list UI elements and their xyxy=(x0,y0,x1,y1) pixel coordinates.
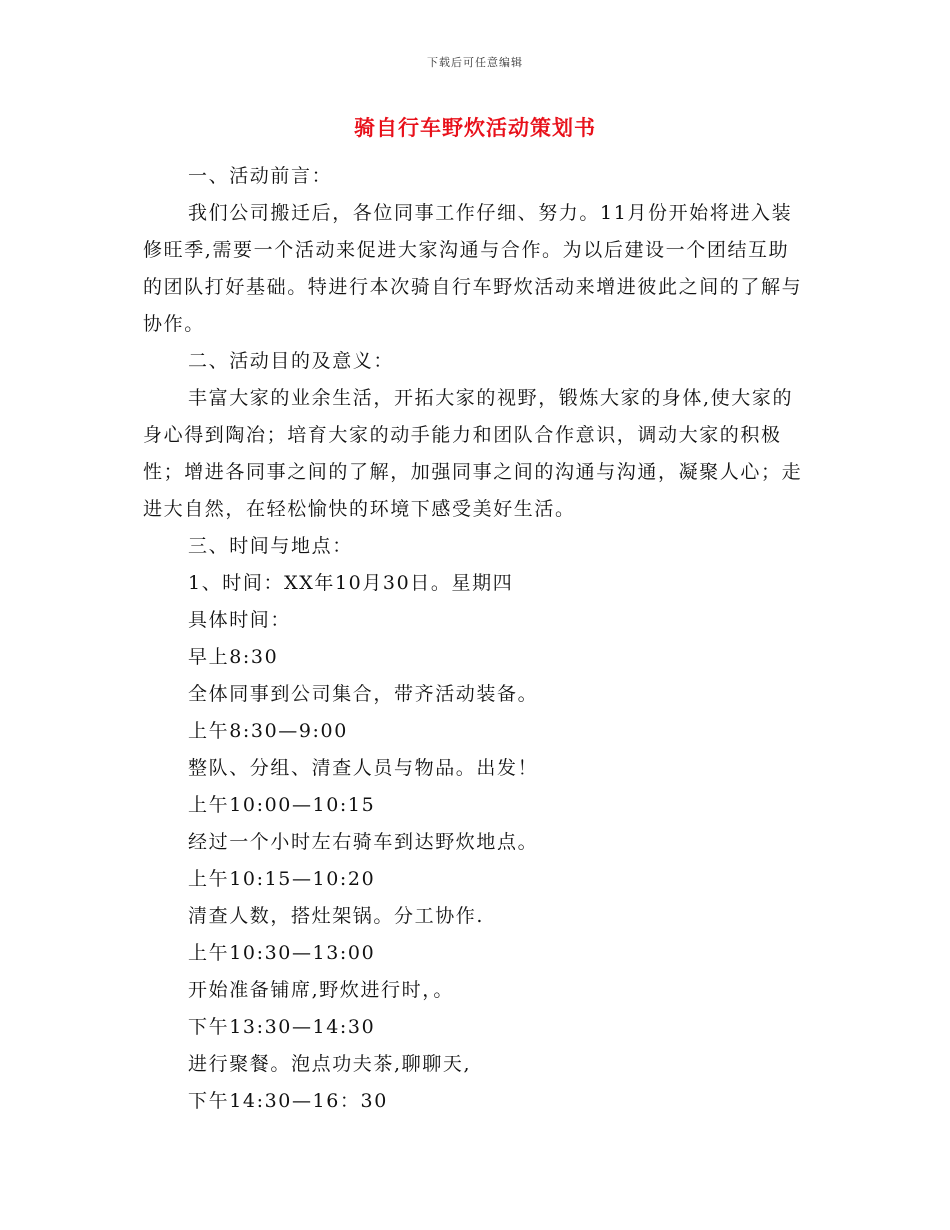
section-1-body: 我们公司搬迁后，各位同事工作仔细、努力。11月份开始将进入装修旺季,需要一个活动来促进大家沟通与合作。为以后建设一个团结互助的团队打好基础。特进行本次骑自行车野炊活动来增进彼此之间的了解与协作。 xyxy=(143,202,803,335)
schedule-line: 上午10:15—10:20 xyxy=(188,868,376,890)
schedule-line: 早上8:30 xyxy=(188,646,279,668)
schedule-line: 下午14:30—16：30 xyxy=(188,1090,388,1112)
section-1-heading: 一、活动前言： xyxy=(188,165,333,187)
schedule-line: 进行聚餐。泡点功夫茶,聊聊天, xyxy=(188,1053,472,1075)
schedule-line: 全体同事到公司集合，带齐活动装备。 xyxy=(188,683,539,705)
specific-time-label: 具体时间： xyxy=(188,609,292,631)
schedule-line: 开始准备铺席,野炊进行时，。 xyxy=(188,979,454,1001)
schedule-line: 清查人数，搭灶架锅。分工协作. xyxy=(188,905,485,927)
document-title: 骑自行车野炊活动策划书 xyxy=(354,115,596,140)
section-2-heading: 二、活动目的及意义： xyxy=(188,350,395,372)
schedule-line: 上午10:00—10:15 xyxy=(188,794,376,816)
schedule-line: 上午10:30—13:00 xyxy=(188,942,376,964)
section-3-heading: 三、时间与地点： xyxy=(188,535,353,557)
schedule-line: 整队、分组、清查人员与物品。出发！ xyxy=(188,757,539,779)
schedule-line: 上午8:30—9:00 xyxy=(188,720,348,742)
document-body xyxy=(143,158,808,1120)
schedule-line: 经过一个小时左右骑车到达野炊地点。 xyxy=(188,831,539,853)
time-line: 1、时间：XX年10月30日。星期四 xyxy=(188,572,514,594)
section-2-body: 丰富大家的业余生活，开拓大家的视野，锻炼大家的身体,使大家的身心得到陶冶；培育大家的动手能力和团队合作意识，调动大家的积极性；增进各同事之间的了解，加强同事之间的沟通与沟通，凝聚人心；走进大自然，在轻松愉快的环境下感受美好生活。 xyxy=(143,387,803,520)
header-note: 下载后可任意编辑 xyxy=(427,56,523,69)
schedule-line: 下午13:30—14:30 xyxy=(188,1016,376,1038)
